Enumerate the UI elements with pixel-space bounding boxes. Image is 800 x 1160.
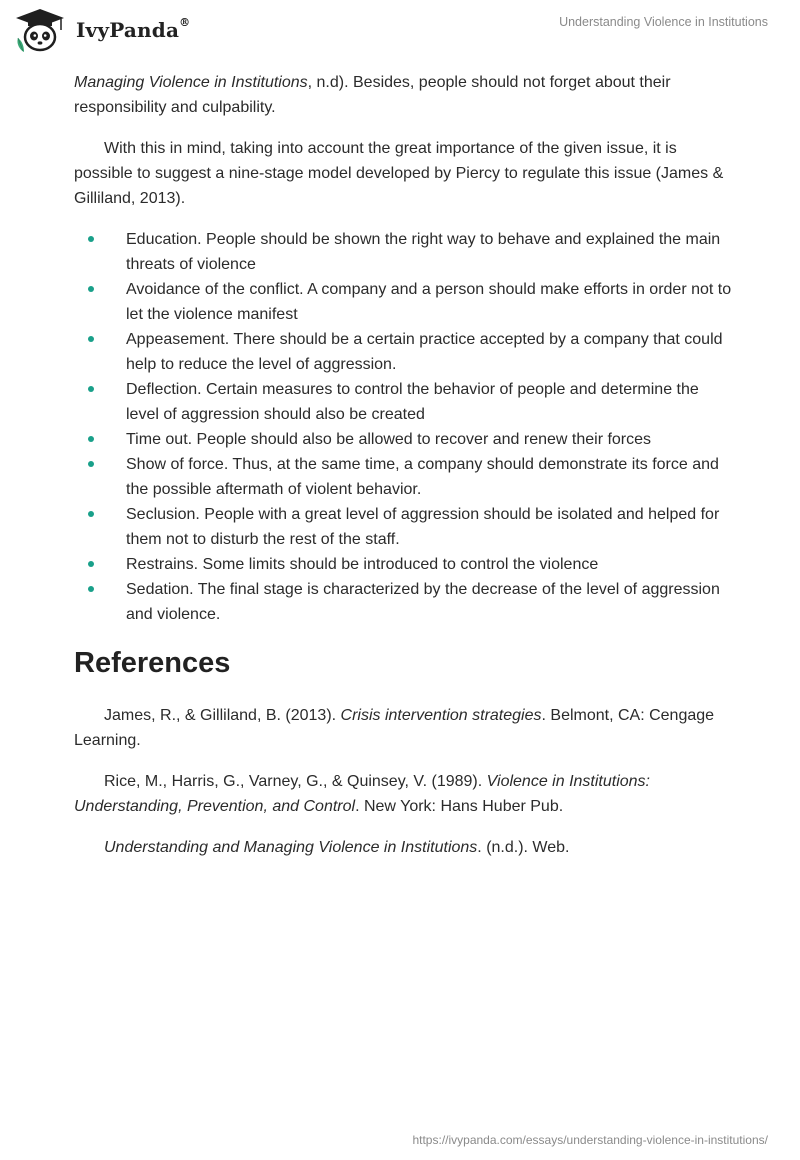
- intro-paragraph-continued: Managing Violence in Institutions, n.d). Besides, people should not forget about their responsibility and culpability.: [74, 74, 671, 116]
- bullet-icon: [88, 286, 94, 292]
- bullet-icon: [88, 336, 94, 342]
- bullet-icon: [88, 511, 94, 517]
- list-item: Show of force. Thus, at the same time, a company should demonstrate its force and the possible aftermath of violent behavior.: [74, 452, 734, 502]
- references-heading: References: [74, 647, 231, 679]
- panda-graduate-icon: [14, 8, 66, 54]
- brand-name: IvyPanda®: [76, 16, 191, 42]
- list-item: Time out. People should also be allowed to recover and renew their forces: [74, 427, 734, 452]
- list-item: Appeasement. There should be a certain practice accepted by a company that could help to reduce the level of aggression.: [74, 327, 734, 377]
- list-item: Avoidance of the conflict. A company and a person should make efforts in order not to let the violence manifest: [74, 277, 734, 327]
- bullet-icon: [88, 586, 94, 592]
- list-item: Seclusion. People with a great level of aggression should be isolated and helped for them not to disturb the rest of the staff.: [74, 502, 734, 552]
- document-title: Understanding Violence in Institutions: [559, 15, 768, 29]
- page-header: [0, 0, 800, 60]
- list-item: Deflection. Certain measures to control the behavior of people and determine the level of aggression should also be created: [74, 377, 734, 427]
- reference-item: James, R., & Gilliland, B. (2013). Crisis intervention strategies. Belmont, CA: Cengage Learning.: [74, 707, 715, 749]
- essay-body: [74, 70, 734, 876]
- bullet-icon: [88, 386, 94, 392]
- intro-paragraph-model: With this in mind, taking into account the great importance of the given issue, it is possible to suggest a nine-stage model developed by Piercy to regulate this issue (James & Gilliland, 2013).: [74, 140, 724, 207]
- list-item: Restrains. Some limits should be introduced to control the violence: [74, 552, 734, 577]
- bullet-icon: [88, 561, 94, 567]
- ivypanda-logo[interactable]: [14, 8, 194, 54]
- bullet-icon: [88, 236, 94, 242]
- bullet-icon: [88, 436, 94, 442]
- reference-item: Understanding and Managing Violence in Institutions. (n.d.). Web.: [104, 839, 570, 856]
- bullet-icon: [88, 461, 94, 467]
- reference-item: Rice, M., Harris, G., Varney, G., & Quinsey, V. (1989). Violence in Institutions: Understanding, Prevention, and Control. New York: Hans Huber Pub.: [74, 773, 650, 815]
- list-item: Education. People should be shown the right way to behave and explained the main threats of violence: [74, 227, 734, 277]
- source-url-link[interactable]: https://ivypanda.com/essays/understanding-violence-in-institutions/: [412, 1133, 768, 1147]
- list-item: Sedation. The final stage is characterized by the decrease of the level of aggression and violence.: [74, 577, 734, 627]
- stage-list: [74, 227, 734, 627]
